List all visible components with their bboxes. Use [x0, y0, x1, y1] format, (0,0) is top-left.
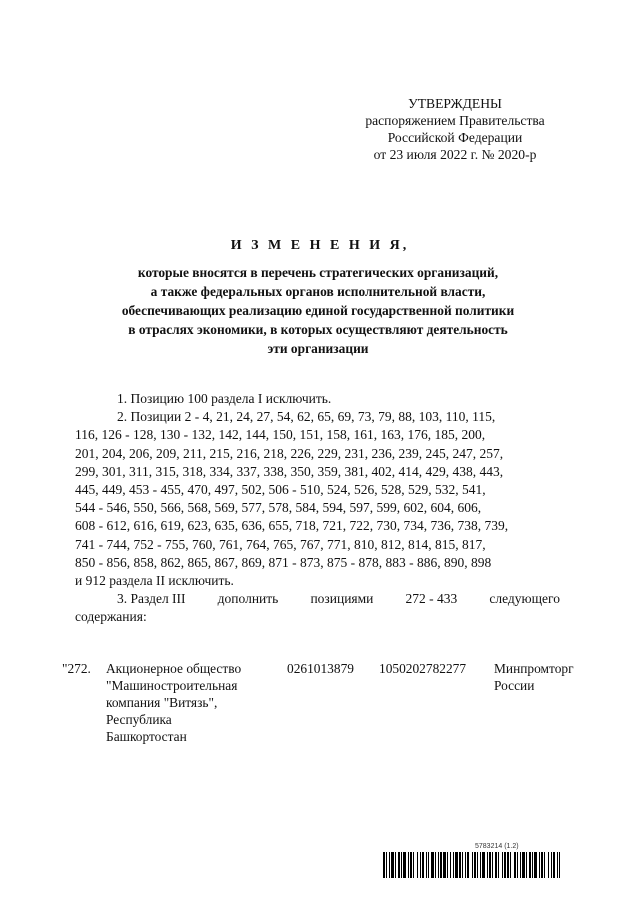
name-line: Республика	[106, 712, 172, 727]
subtitle-line: а также федеральных органов исполнительной власти,	[150, 284, 486, 299]
barcode-bar	[482, 852, 485, 878]
entry-inn	[287, 660, 354, 677]
barcode-bar	[431, 852, 434, 878]
barcode-bar	[386, 852, 387, 878]
barcode-bar	[467, 852, 469, 878]
barcode-bar	[517, 852, 518, 878]
barcode-bar	[495, 852, 497, 878]
barcode-bar	[465, 852, 466, 878]
paragraph-2-line: 116, 126 - 128, 130 - 132, 142, 144, 150, 151, 158, 161, 163, 176, 185, 200,	[75, 427, 486, 443]
barcode-bar	[410, 852, 412, 878]
barcode-bar	[413, 852, 414, 878]
barcode-bar	[389, 852, 390, 878]
subtitle-line: обеспечивающих реализацию единой государственной политики	[121, 303, 515, 318]
barcode-bar	[526, 852, 527, 878]
barcode-bar	[522, 852, 525, 878]
barcode-bar	[403, 852, 406, 878]
barcode-bar	[489, 852, 491, 878]
barcode-bar	[487, 852, 488, 878]
paragraph-2-line: 445, 449, 453 - 455, 470, 497, 502, 506 - 510, 524, 526, 528, 529, 532, 541,	[75, 482, 486, 498]
barcode-bar	[553, 852, 555, 878]
barcode-bar	[529, 852, 531, 878]
paragraph-2-line: 201, 204, 206, 209, 211, 215, 216, 218, 226, 229, 231, 236, 239, 245, 247, 257,	[75, 445, 504, 461]
subtitle-line: которые вносятся в перечень стратегических организаций,	[137, 265, 499, 280]
paragraph-3-word: дополнить	[217, 591, 279, 607]
barcode-bar	[398, 852, 400, 878]
ogrn-text: 1050202782277	[379, 661, 467, 676]
approval-date-number: от 23 июля 2022 г. № 2020-р	[373, 147, 537, 162]
barcode-bar	[548, 852, 549, 878]
barcode-bar	[557, 852, 558, 878]
paragraph-2-line: 850 - 856, 858, 862, 865, 867, 869, 871 - 873, 875 - 878, 883 - 886, 890, 898	[75, 554, 492, 570]
barcode-bar	[544, 852, 545, 878]
barcode-bar	[422, 852, 424, 878]
barcode-bar	[498, 852, 499, 878]
approval-line: распоряжением Правительства	[365, 113, 545, 128]
paragraph-3-line	[75, 590, 560, 608]
barcode-bar	[395, 852, 396, 878]
subtitle-line: эти организации	[267, 341, 369, 356]
barcode-bar	[559, 852, 560, 878]
approval-title: УТВЕРЖДЕНЫ	[408, 96, 502, 111]
barcode-bar	[438, 852, 439, 878]
document-body	[75, 390, 560, 627]
barcode-bar	[532, 852, 533, 878]
barcode-bar	[510, 852, 511, 878]
barcode-bar	[408, 852, 409, 878]
barcode-bar	[459, 852, 461, 878]
barcode-bar	[541, 852, 543, 878]
barcode-bar	[450, 852, 451, 878]
barcode-bar	[477, 852, 478, 878]
barcode-bar	[420, 852, 421, 878]
barcode-bar	[534, 852, 537, 878]
barcode-bar	[507, 852, 509, 878]
paragraph-3-word: 3. Раздел III	[117, 591, 186, 607]
paragraph-3-word: 272 - 433	[405, 591, 458, 607]
barcode-bar	[492, 852, 493, 878]
barcode-bar	[520, 852, 521, 878]
barcode	[383, 852, 561, 878]
paragraph-2-line: 299, 301, 311, 315, 318, 334, 337, 338, 350, 359, 381, 402, 414, 429, 438, 443,	[75, 463, 504, 479]
barcode-label: 5783214 (1.2)	[475, 843, 519, 850]
entry-authority	[494, 660, 574, 694]
paragraph-2-line: 544 - 546, 550, 566, 568, 569, 577, 578, 584, 594, 597, 599, 602, 604, 606,	[75, 500, 482, 516]
document-subtitle	[70, 263, 566, 358]
barcode-bar	[551, 852, 552, 878]
authority-line: России	[494, 678, 535, 693]
barcode-bar	[435, 852, 436, 878]
authority-line: Минпромторг	[494, 661, 574, 676]
barcode-bar	[462, 852, 463, 878]
barcode-bar	[502, 852, 503, 878]
name-line: "Машиностроительная	[106, 678, 238, 693]
name-line: Башкортостан	[106, 729, 187, 744]
barcode-bar	[474, 852, 476, 878]
barcode-bar	[383, 852, 385, 878]
barcode-bar	[440, 852, 442, 878]
barcode-bar	[428, 852, 429, 878]
paragraph-3-continuation: содержания:	[75, 609, 147, 625]
name-line: Акционерное общество	[106, 661, 242, 676]
inn-text: 0261013879	[287, 661, 354, 676]
paragraph-2-line: 608 - 612, 616, 619, 623, 635, 636, 655, 718, 721, 722, 730, 734, 736, 738, 739,	[75, 518, 509, 534]
name-line: компания "Витязь",	[106, 695, 218, 710]
barcode-bar	[391, 852, 394, 878]
barcode-bar	[426, 852, 427, 878]
paragraph-2-line: 2. Позиции 2 - 4, 21, 24, 27, 54, 62, 65, 69, 73, 79, 88, 103, 110, 115,	[117, 409, 496, 425]
approval-block	[340, 95, 570, 163]
entry-ogrn	[379, 660, 466, 677]
barcode-bar	[455, 852, 458, 878]
barcode-bar	[514, 852, 516, 878]
barcode-bar	[539, 852, 540, 878]
document-title: И З М Е Н Е Н И Я,	[230, 238, 410, 253]
approval-line: Российской Федерации	[387, 130, 523, 145]
paragraph-3-word: следующего	[489, 591, 560, 607]
barcode-bar	[417, 852, 418, 878]
paragraph-3-word: позициями	[310, 591, 374, 607]
subtitle-line: в отраслях экономики, в которых осуществляют деятельность	[128, 322, 508, 337]
barcode-bar	[480, 852, 481, 878]
barcode-bar	[447, 852, 448, 878]
barcode-bar	[401, 852, 402, 878]
barcode-bar	[443, 852, 446, 878]
entry-number	[62, 660, 91, 677]
barcode-bar	[504, 852, 506, 878]
paragraph-2-line: 741 - 744, 752 - 755, 760, 761, 764, 765, 767, 771, 810, 812, 814, 815, 817,	[75, 536, 486, 552]
paragraph-1: 1. Позицию 100 раздела I исключить.	[117, 391, 332, 406]
entry-organization-name	[106, 660, 241, 745]
entry-number-text: "272.	[62, 661, 91, 676]
barcode-bar	[453, 852, 454, 878]
barcode-bar	[472, 852, 473, 878]
paragraph-2-line: и 912 раздела II исключить.	[75, 573, 234, 589]
